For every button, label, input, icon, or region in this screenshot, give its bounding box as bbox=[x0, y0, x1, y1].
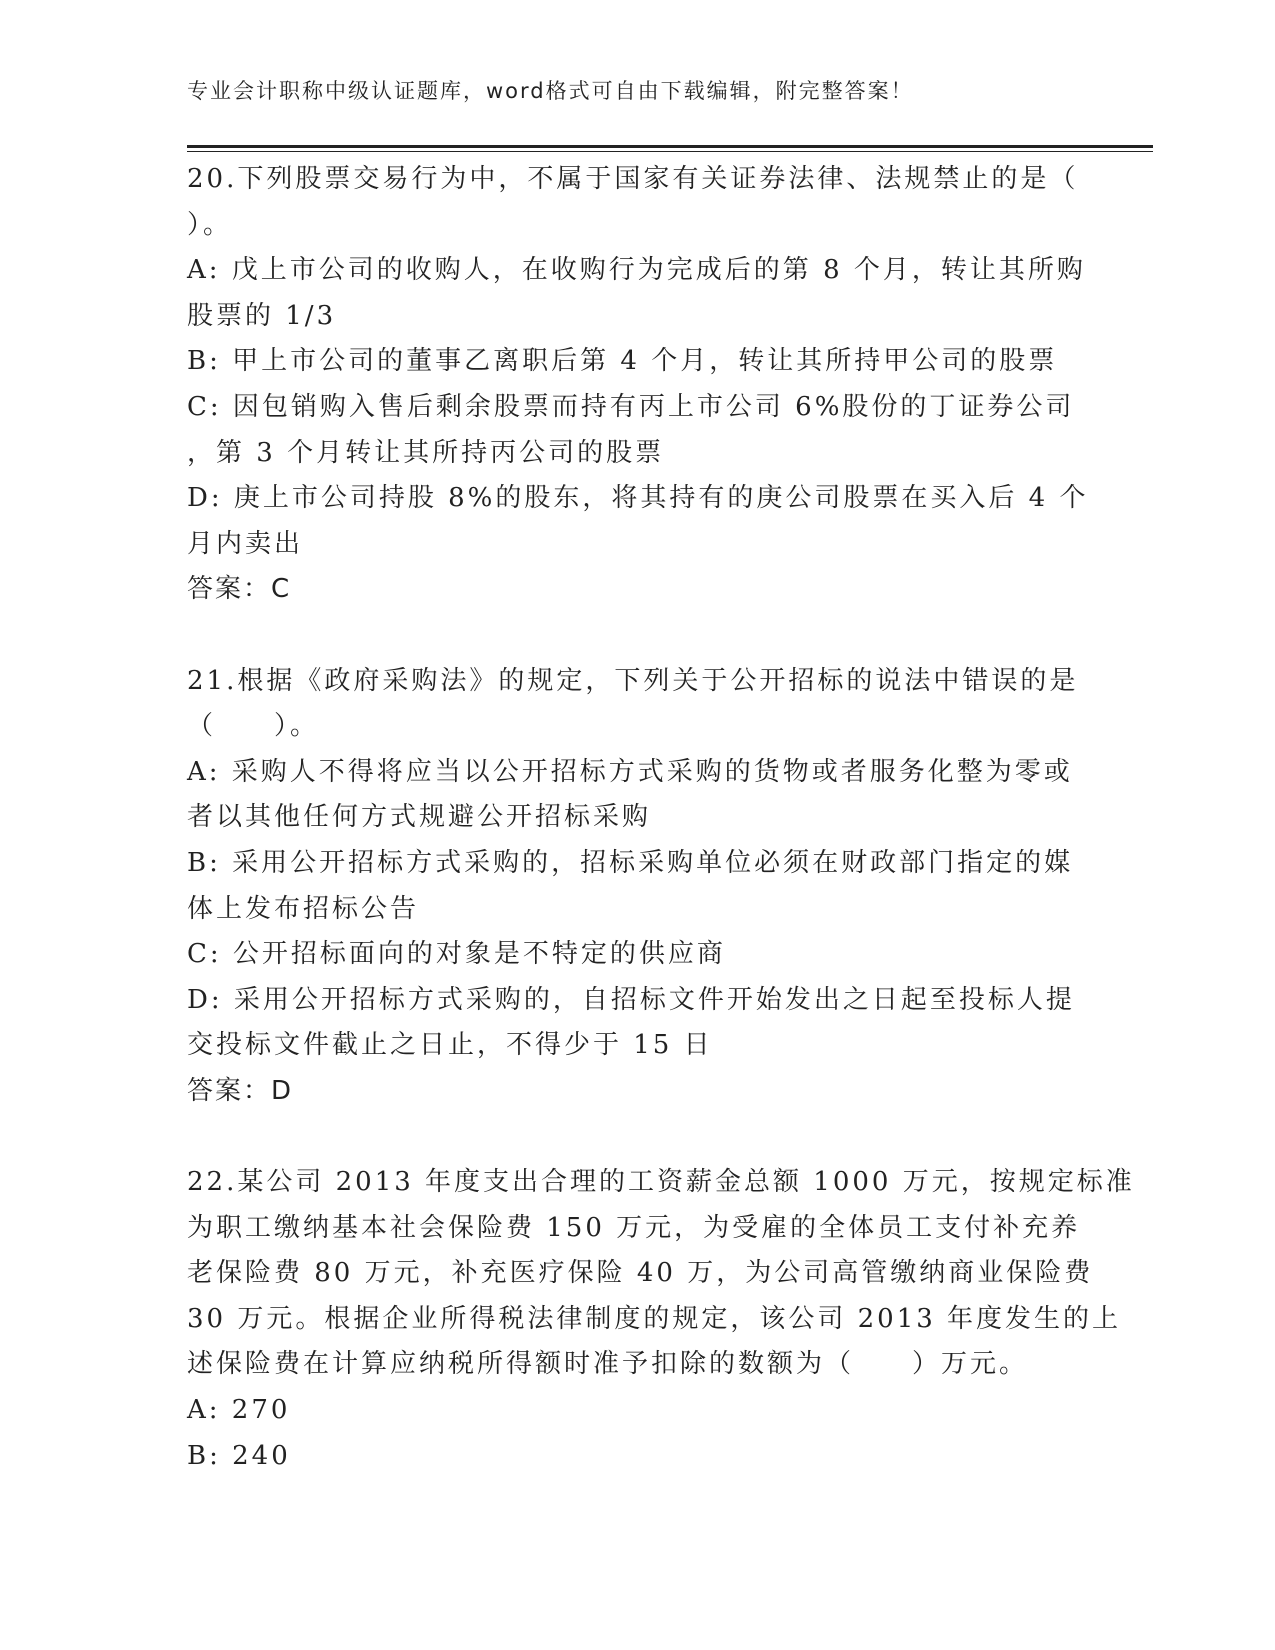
option-d-line: D: 庚上市公司持股 8%的股东，将其持有的庚公司股票在买入后 4 个 bbox=[187, 483, 1089, 514]
option-d-line: 月内卖出 bbox=[187, 528, 304, 559]
option-a-line: A: 戊上市公司的收购人，在收购行为完成后的第 8 个月，转让其所购 bbox=[187, 255, 1086, 286]
question-22 bbox=[187, 1160, 1135, 1479]
question-list bbox=[187, 157, 1135, 1479]
option-a-line: 者以其他任何方式规避公开招标采购 bbox=[187, 802, 652, 833]
question-spacer bbox=[187, 1114, 1087, 1160]
option-c-line: C: 因包销购入售后剩余股票而持有丙上市公司 6%股份的丁证券公司 bbox=[187, 391, 1075, 422]
option-b-line: B: 甲上市公司的董事乙离职后第 4 个月，转让其所持甲公司的股票 bbox=[187, 346, 1058, 377]
option-a-line: A: 采购人不得将应当以公开招标方式采购的货物或者服务化整为零或 bbox=[187, 756, 1073, 787]
option-d-line: 交投标文件截止之日止，不得少于 15 日 bbox=[187, 1030, 713, 1061]
question-spacer bbox=[187, 613, 1087, 659]
question-stem-line: 为职工缴纳基本社会保险费 150 万元，为受雇的全体员工支付补充养 bbox=[187, 1212, 1081, 1243]
option-c-line: C: 公开招标面向的对象是不特定的供应商 bbox=[187, 939, 726, 970]
question-21 bbox=[187, 659, 1087, 1115]
question-stem-line: 22.某公司 2013 年度支出合理的工资薪金总额 1000 万元，按规定标准 bbox=[187, 1167, 1135, 1198]
option-b-line: B: 240 bbox=[187, 1440, 291, 1471]
answer-label: 答案：C bbox=[187, 574, 292, 605]
question-stem-line: （ ）。 bbox=[187, 711, 320, 742]
option-a-line: A: 270 bbox=[187, 1395, 291, 1426]
option-b-line: 体上发布招标公告 bbox=[187, 893, 420, 924]
question-stem-line: 述保险费在计算应纳税所得额时准予扣除的数额为（ ）万元。 bbox=[187, 1349, 1029, 1380]
option-d-line: D: 采用公开招标方式采购的，自招标文件开始发出之日起至投标人提 bbox=[187, 984, 1075, 1015]
option-c-line: ，第 3 个月转让其所持丙公司的股票 bbox=[187, 437, 665, 468]
question-stem-line: 21.根据《政府采购法》的规定，下列关于公开招标的说法中错误的是 bbox=[187, 665, 1079, 696]
header-rule-thin bbox=[187, 151, 1153, 152]
option-b-line: B: 采用公开招标方式采购的，招标采购单位必须在财政部门指定的媒 bbox=[187, 847, 1074, 878]
question-stem-line: ）。 bbox=[187, 209, 233, 240]
page-header: 专业会计职称中级认证题库，word格式可自由下载编辑，附完整答案！ bbox=[187, 79, 914, 103]
question-stem-line: 30 万元。根据企业所得税法律制度的规定，该公司 2013 年度发生的上 bbox=[187, 1303, 1122, 1334]
question-20 bbox=[187, 157, 1087, 613]
question-stem-line: 老保险费 80 万元，补充医疗保险 40 万，为公司高管缴纳商业保险费 bbox=[187, 1258, 1094, 1289]
option-a-line: 股票的 1/3 bbox=[187, 300, 337, 331]
header-rule-thick bbox=[187, 145, 1153, 148]
answer-label: 答案：D bbox=[187, 1075, 294, 1106]
question-stem-line: 20.下列股票交易行为中，不属于国家有关证券法律、法规禁止的是（ bbox=[187, 164, 1079, 194]
